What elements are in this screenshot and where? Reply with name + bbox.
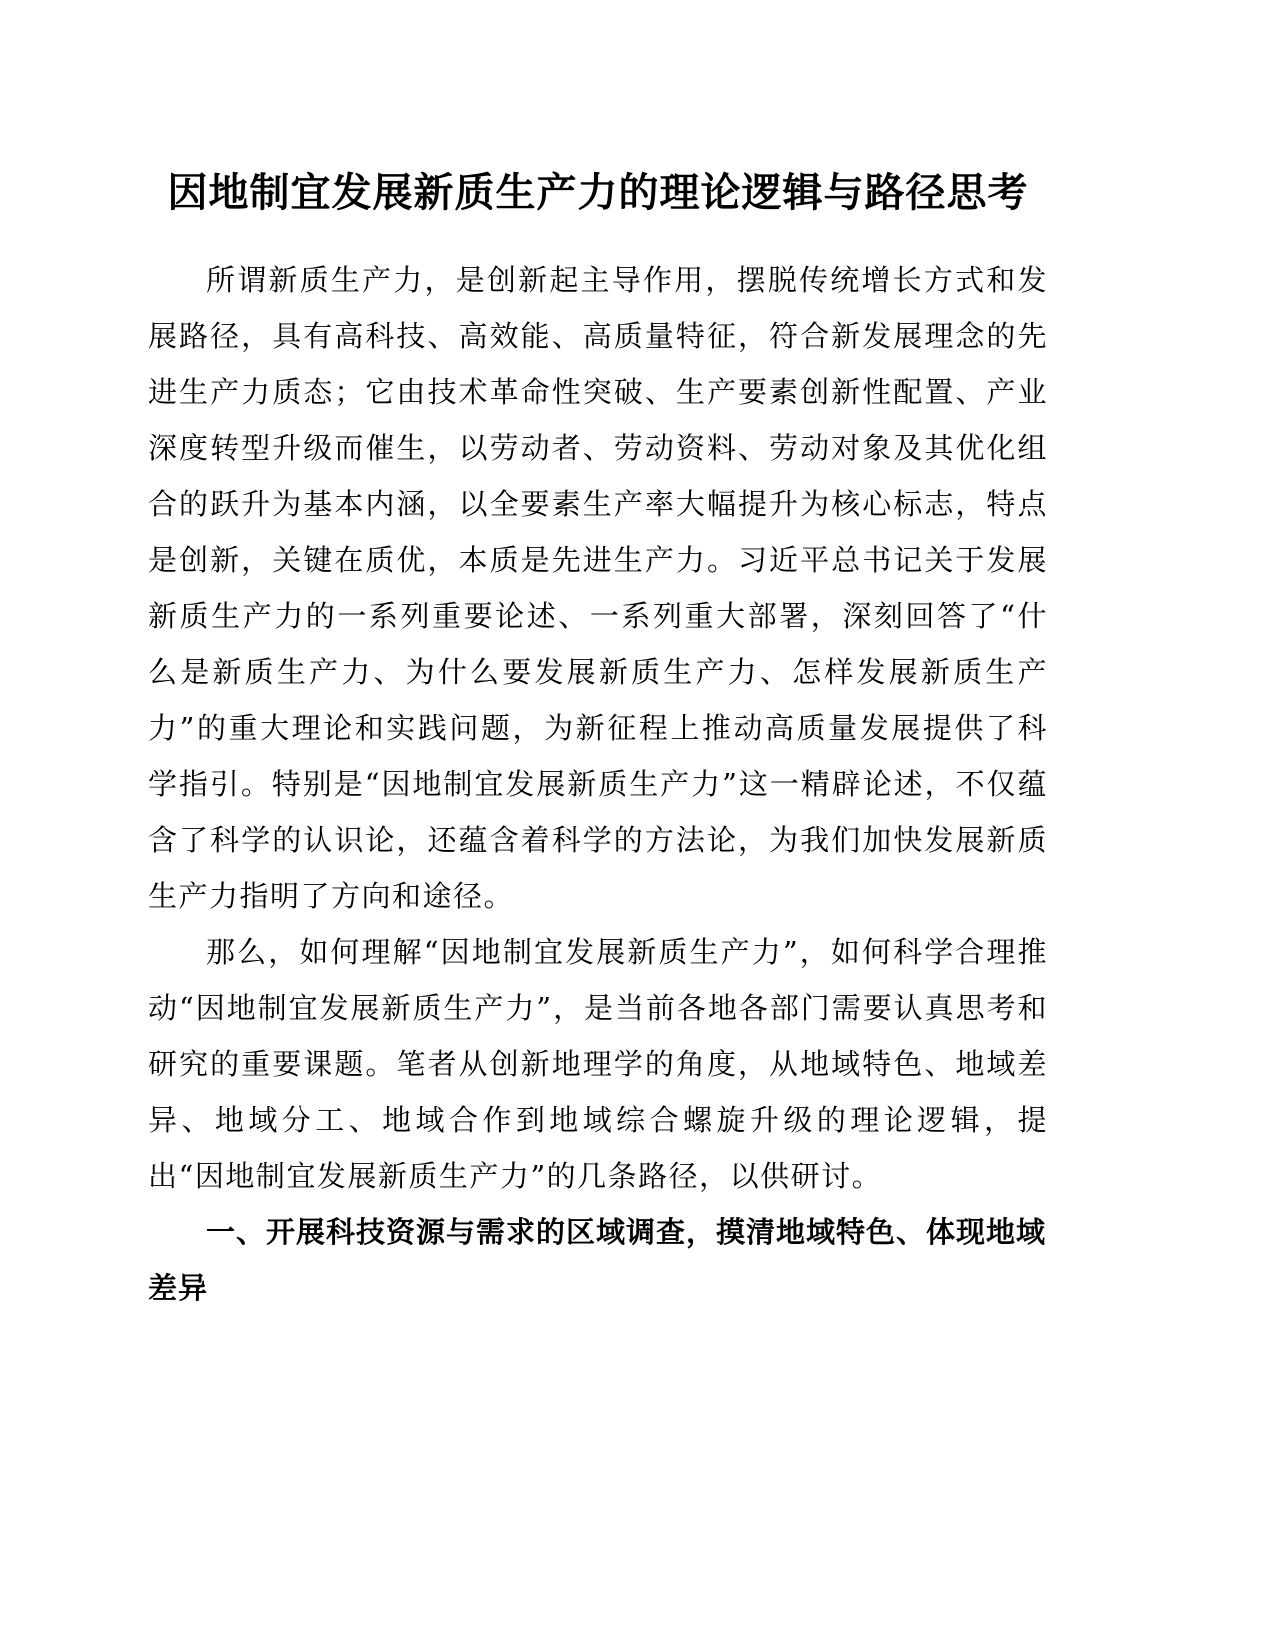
paragraph-intro: 所谓新质生产力，是创新起主导作用，摆脱传统增长方式和发展路径，具有高科技、高效能、高质量特征，符合新发展理念的先进生产力质态；它由技术革命性突破、生产要素创新性配置、产业深度转型升级而催生，以劳动者、劳动资料、劳动对象及其优化组合的跃升为基本内涵，以全要素生产率大幅提升为核心标志，特点是创新，关键在质优，本质是先进生产力。习近平总书记关于发展新质生产力的一系列重要论述、一系列重大部署，深刻回答了“什么是新质生产力、为什么要发展新质生产力、怎样发展新质生产力”的重大理论和实践问题，为新征程上推动高质量发展提供了科学指引。特别是“因地制宜发展新质生产力”这一精辟论述，不仅蕴含了科学的认识论，还蕴含着科学的方法论，为我们加快发展新质生产力指明了方向和途径。 xyxy=(148,263,1048,913)
section-heading-1: 一、开展科技资源与需求的区域调查，摸清地域特色、体现地域差异 xyxy=(148,1215,1047,1305)
paragraph-question: 那么，如何理解“因地制宜发展新质生产力”，如何科学合理推动“因地制宜发展新质生产力”，是当前各地各部门需要认真思考和研究的重要课题。笔者从创新地理学的角度，从地域特色、地域差异、地域分工、地域合作到地域综合螺旋升级的理论逻辑，提出“因地制宜发展新质生产力”的几条路径，以供研讨。 xyxy=(148,935,1048,1193)
document-title: 因地制宜发展新质生产力的理论逻辑与路径思考 xyxy=(167,169,1029,216)
document-page xyxy=(148,168,1048,1316)
